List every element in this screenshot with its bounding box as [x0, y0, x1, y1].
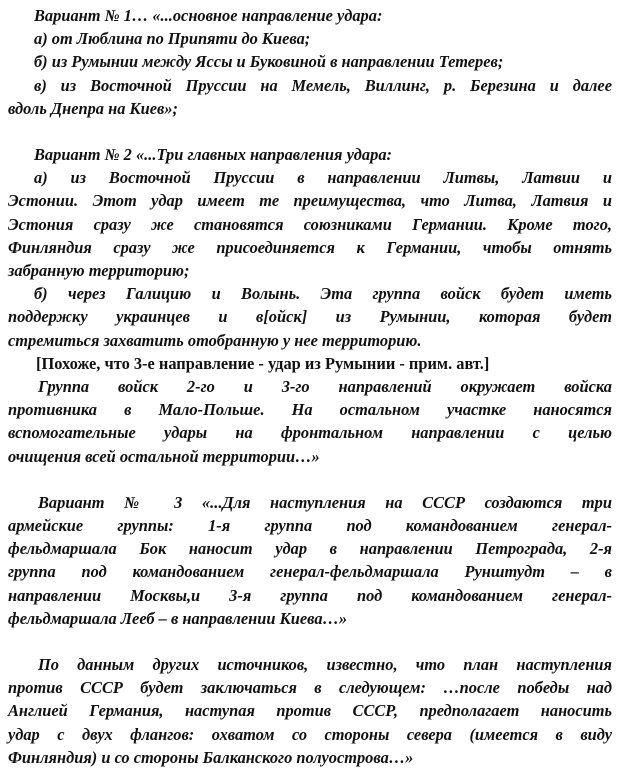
variant-3-line5: направлении Москвы,и 3-я группа под командованием генерал-: [8, 585, 612, 605]
variant-2-block: [8, 143, 612, 468]
other-sources-line5: Финляндия) и со стороны Балканского полуострова…»: [8, 747, 414, 767]
variant-1-title: Вариант № 1… «...основное направление удара:: [34, 6, 383, 25]
variant-2-item-c-line1: Группа войск 2-го и 3-го направлений окружает войска: [38, 377, 612, 397]
variant-2-item-a-line4: Финляндия сразу же присоединяется к Германии, чтобы отнять: [8, 237, 612, 257]
variant-2-item-c-line3: вспомогательные удары на фронтальном направлении с целью: [8, 423, 612, 443]
variant-3-line2: армейские группы: 1-я группа под командованием генерал-: [8, 516, 612, 536]
variant-3-line4: группа под командованием генерал-фельдмаршала Рунштудт – в: [8, 562, 612, 582]
variant-2-item-a-line1: а) из Восточной Пруссии в направлении Литвы, Латвии и: [34, 168, 612, 188]
other-sources-line1: По данным других источников, известно, что план наступления: [38, 655, 612, 675]
variant-2-item-b-line1: б) через Галицию и Волынь. Эта группа войск будет иметь: [34, 284, 612, 304]
variant-1-item-a: а) от Люблина по Припяти до Киева;: [34, 29, 311, 49]
variant-2-item-a-line3: Эстония сразу же становятся союзниками Германии. Кроме того,: [8, 214, 612, 234]
other-sources-line4: удар с двух флангов: охватом со стороны севера (имеется в виду: [8, 724, 612, 744]
variant-2-item-a-line2: Эстонии. Этот удар имеет те преимущества, что Литва, Латвия и: [8, 191, 612, 211]
variant-3-block: [8, 491, 612, 630]
other-sources-line2: против СССР будет заключаться в следующем: …после победы над: [8, 678, 612, 698]
variant-3-line1: Вариант № 3 «...Для наступления на СССР создаются три: [38, 492, 612, 512]
variant-2-item-a-line5: забранную территорию;: [8, 261, 190, 281]
paragraph-gap: [8, 630, 612, 653]
variant-3-line6: фельдмаршала Лееб – в направлении Киева…»: [8, 608, 348, 628]
paragraph-gap: [8, 120, 612, 143]
variant-3-line3: фельдмаршала Бок наносит удар в направлении Петрограда, 2-я: [8, 539, 612, 559]
variant-1-item-b: б) из Румынии между Яссы и Буковиной в направлении Тетерев;: [34, 52, 504, 72]
variant-2-item-c-line4: очищения всей остальной территории…»: [8, 446, 320, 466]
variant-1-item-c-line1: в) из Восточной Пруссии на Мемель, Виллинг, р. Березина и далее: [34, 75, 612, 95]
variant-2-item-c-line2: противника в Мало-Польше. На остальном участке наносятся: [8, 400, 612, 420]
variant-2-item-b-line2: поддержку украинцев и в[ойск] из Румынии, которая будет: [8, 307, 612, 327]
variant-1-item-c-line2: вдоль Днепра на Киев»;: [8, 98, 178, 118]
other-sources-line3: Англией Германия, наступая против СССР, предполагает наносить: [8, 701, 612, 721]
variant-1-block: [8, 4, 612, 120]
variant-2-item-b-line3: стремиться захватить отобранную у нее территорию.: [8, 330, 422, 350]
paragraph-gap: [8, 468, 612, 491]
variant-2-title: Вариант № 2 «...Три главных направления удара:: [34, 145, 392, 165]
other-sources-block: [8, 653, 612, 769]
author-note: [Похоже, что 3-е направление - удар из Румынии - прим. авт.]: [36, 353, 490, 373]
